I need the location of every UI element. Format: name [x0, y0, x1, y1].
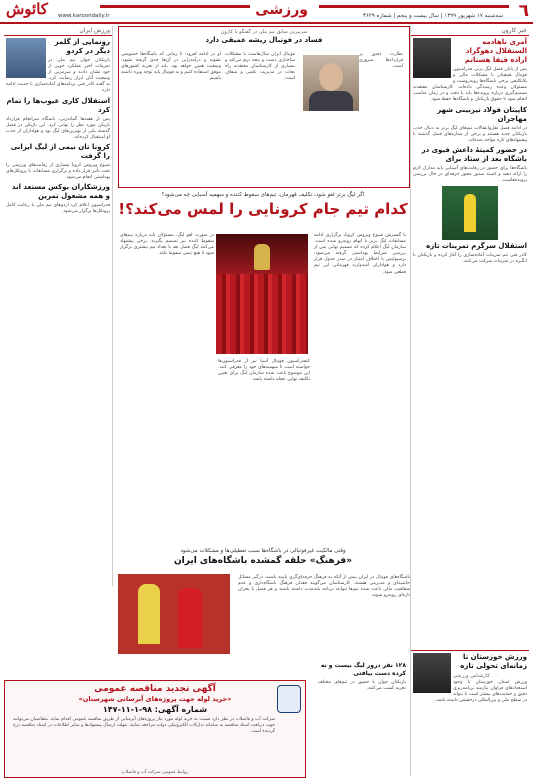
second-story-header: [118, 548, 408, 568]
article-body: کادر فنی تیم تمرینات آماده‌سازی را آغاز کرده و بازیکنان با انگیزه در تمرینات شرکت می‌کنند.: [413, 253, 527, 265]
small-story-title[interactable]: ۱۲۸ نفر درور لیگ بیست و نه کرده دست بیافتی: [320, 662, 406, 677]
trophy-celebration-photo: [216, 234, 308, 354]
date-line: سه‌شنبه ۱۷ شهریور ۱۳۹۹ | سال بیست و پنجم | شماره ۳۶۲۹: [363, 13, 503, 19]
page-header: [0, 0, 533, 24]
article-body: بازیکنان جوان تیم ملی در تمرینات اخیر عملکرد خوبی از خود نشان دادند و سرمربی از وضعیت آنان ابراز رضایت کرد. به گفته کادر فنی برنامه‌های آماده‌سازی با جدیت ادامه دارد.: [6, 58, 110, 94]
article-body: ورزش استان خوزستان با وجود استعدادهای فراوان نیازمند برنامه‌ریزی دقیق و حمایت‌های بیشتر است تا بتواند در سطح ملی و بین‌المللی درخشش داشته باشد.: [435, 680, 527, 704]
article-title[interactable]: آمری ناهادمه الستقلال دهوگراد اراده فیفا هستانم: [464, 38, 527, 64]
second-surtitle: وقتی مالکیت غیرفوتبالی در باشگاه‌ها سبب تعطیلی‌ها و مشکلات می‌شود: [180, 548, 346, 554]
ad-title: آگهی تجدید مناقصه عمومی: [94, 684, 216, 694]
interviewee-photo: [303, 55, 359, 111]
article-title[interactable]: کاپیتان فولاد تیزبینی شهر مهاجران: [437, 105, 527, 123]
players-crowd: [216, 274, 308, 354]
interview-title[interactable]: فساد در فوتبال ریشه عمیقی دارد: [205, 36, 323, 44]
second-headline[interactable]: «فرهنگ» حلقه گمشده باشگاه‌های ایران: [173, 556, 353, 566]
article-title[interactable]: ورزشکاران بوکس مستعد اند و همه مشغول تمرین: [11, 183, 110, 201]
interview-body: نظارت دقیق بر قراردادها ضروری است.: [359, 52, 403, 70]
trophy-icon: [254, 244, 270, 270]
player-yellow: [138, 584, 160, 644]
match-photo: [118, 574, 230, 654]
interview-body: او در ادامه افزود: تا زمانی که باشگاه‌ها خصوصی نشوند و درآمدزایی در آن‌ها جدی گرفته نشود، وضعیت همین خواهد بود. باید از تجربه کشورهای موفق استفاده کنیم و به فوتبال پایه توجه ویژه داشته باشیم.: [121, 52, 221, 82]
main-column: در صورت لغو لیگ، مسئولان باید درباره تیم‌های سقوط کننده نیز تصمیم بگیرند. برخی پیشنهاد می‌کنند لیگ فصل بعد با تعداد تیم بیشتری برگزار شود تا هیچ تیمی سقوط نکند.: [120, 233, 214, 257]
article-body: پس از پایان فصل لیگ برتر، فدراسیون فوتبال همچنان با مشکلات مالی و بلاتکلیفی برخی باشگاه‌ها روبه‌روست و مسئولان وعده رسیدگی داده‌اند. کارشناسان معتقدند تصمیم‌گیری درباره پرونده‌ها باید با دقت و در زمان مناسب انجام شود تا حقوق بازیکنان و باشگاه‌ها حفظ شود.: [413, 67, 527, 103]
article-body: پس از هفته‌ها گمانه‌زنی، باشگاه سرانجام قرارداد بازیکن مورد نظر را نهایی کرد. این بازیکن در فصل گذشته یکی از بهترین‌های لیگ بود و هواداران از جذب او استقبال کرده‌اند.: [6, 116, 110, 140]
page-number: ٦: [518, 1, 529, 21]
ad-number: شماره آگهی: ۹۸-۱-۱۱-۱۴۷: [102, 705, 208, 714]
section-title: ورزشی: [255, 2, 308, 18]
player-red: [178, 588, 202, 648]
article-body: باشگاه‌ها برای حضور در رقابت‌های آسیایی باید مدارک لازم را ارائه دهند و کمیته صدور مجوز حرفه‌ای در حال بررسی پرونده‌هاست.: [413, 165, 527, 184]
main-story-body: [118, 232, 408, 562]
article-title[interactable]: رونمایی از گلمر دیگر در کردو: [54, 38, 110, 55]
player-figure: [464, 194, 476, 232]
ad-body: شرکت آب و فاضلاب در نظر دارد نسبت به خرید لوله مورد نیاز پروژه‌های آبرسانی از طریق مناقصه عمومی اقدام نماید. متقاضیان می‌توانند جهت دریافت اسناد مناقصه به سامانه تدارکات الکترونیکی دولت مراجعه نمایند. مهلت ارسال پیشنهادها و سایر اطلاعات در اسناد مناقصه درج گردیده است.: [13, 717, 275, 734]
header-rule-left: [100, 5, 250, 8]
column-head: خبر کارون: [411, 26, 529, 36]
ad-subtitle: «خرید لوله جهت پروژه‌های آبرسانی شهرستان»: [78, 695, 232, 703]
face-shape: [319, 63, 343, 91]
article-title[interactable]: استقلال کاری عیوب‌ها را تمام کرد: [6, 96, 110, 114]
article-body: در ادامه فصل نقل‌وانتقالات تیم‌های لیگ برتر به دنبال جذب بازیکنان جدید هستند و برخی از ستاره‌های فصل گذشته با پیشنهادهای تازه مواجه شده‌اند.: [413, 125, 527, 143]
article-title[interactable]: کرونا تان نیمی از لیگ ایرانی را گرفت: [10, 142, 110, 160]
author-name: کارشناس ورزشی: [453, 673, 490, 679]
newspaper-logo: کائوش: [6, 0, 48, 18]
small-story-body: بازیکنان جوان با حضور در تیم‌های مختلف تجربه کسب می‌کنند.: [318, 680, 406, 692]
player-photo: [442, 186, 498, 240]
header-rule: [319, 5, 509, 8]
second-story-body: باشگاه‌های فوتبال در ایران بیش از آنکه به فرهنگ حرفه‌ای‌گری پایبند باشند، درگیر مسائل حاشیه‌ای و مدیریتی هستند. کارشناسان می‌گویند فقدان فرهنگ باشگاه‌داری و عدم شفافیت مالی باعث شده تیم‌ها نتوانند برنامه بلندمدت داشته باشند و هر فصل با بحران تازه‌ای روبه‌رو شوند.: [238, 575, 410, 599]
article-title[interactable]: ورزش خوزستان تا زمانه‌ای تحولی تازه: [460, 653, 527, 670]
article-title[interactable]: در حضور کمیتهٔ داعش فیوی در باشگاه بعد از ستاد برای: [421, 145, 527, 163]
interview-body: فوتبال ایران سال‌هاست با مشکلات ساختاری دست و پنجه نرم می‌کند و بسیاری از کارشناسان معتقدند راه نجات در مدیریت علمی و شفاف است.: [225, 52, 295, 82]
main-headline[interactable]: کدام تیم جام کرونایی را لمس می‌کند؟!: [118, 200, 408, 218]
ad-footer: روابط عمومی شرکت آب و فاضلاب: [121, 770, 189, 775]
right-bottom-story: [411, 650, 529, 777]
columnist-photo: [413, 38, 451, 78]
main-column: کنفدراسیون فوتبال آسیا نیز از فدراسیون‌ها خواسته است تا سهمیه‌های خود را معرفی کنند. این موضوع باعث شده سازمان لیگ برای تعیین تکلیف نهایی عجله داشته باشد.: [218, 359, 310, 383]
column-head: ورزش ایران: [4, 26, 112, 36]
website-link[interactable]: www.karoondaily.ir: [58, 13, 110, 19]
left-column: [4, 26, 113, 586]
main-surtitle: اگر لیگ برتر لغو شود، تکلیف قهرمان، تیم‌های سقوط کننده و سهمیه آسیایی چه می‌شود؟: [161, 192, 365, 198]
article-title[interactable]: استقلال سرگرم تمرینات تازه: [426, 242, 527, 251]
article-body: شیوع ویروس کرونا بسیاری از رقابت‌های ورزشی را تحت تأثیر قرار داده و برگزاری مسابقات با پروتکل‌های بهداشتی انجام می‌شود.: [6, 162, 110, 181]
organization-emblem-icon: [277, 685, 301, 713]
interview-box: [118, 26, 410, 188]
interview-kicker: سرمربی سابق تیم ملی در گفتگو با کارون: [220, 29, 308, 35]
article-body: فدراسیون اعلام کرد اردوهای تیم ملی با رعایت کامل پروتکل‌ها برگزار می‌شود.: [6, 203, 110, 215]
athlete-photo: [6, 38, 46, 78]
main-story-header: [118, 192, 408, 218]
small-story: [316, 660, 408, 693]
main-column: با گسترش شیوع ویروس کرونا، برگزاری ادامه مسابقات لیگ برتر با ابهام روبه‌رو شده است. سازمان لیگ اعلام کرده که تصمیم نهایی پس از بررسی شرایط بهداشتی گرفته می‌شود. پرسپولیس با اختلاف امتیاز در صدر جدول قرار دارد و هواداران امیدوارند قهرمانی این تیم قطعی شود.: [314, 233, 406, 275]
tender-advertisement: [4, 680, 306, 778]
author-photo: [413, 653, 451, 693]
suit-shape: [309, 91, 353, 111]
